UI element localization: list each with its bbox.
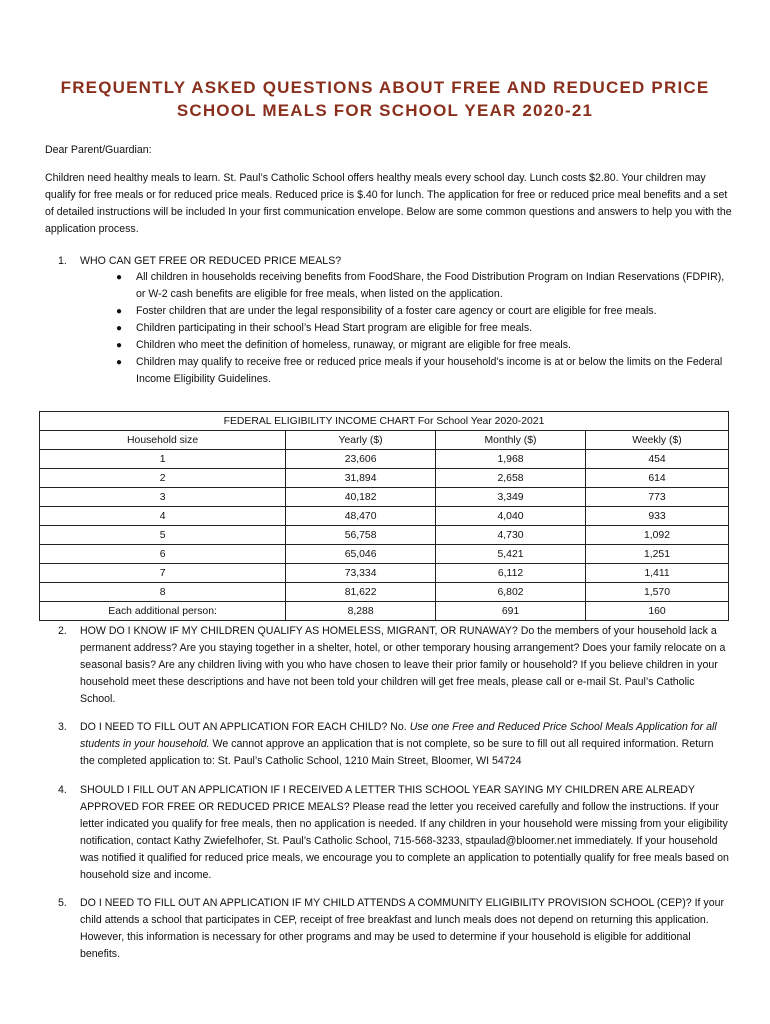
- q3-body: We cannot approve an application that is not complete, so be sure to fill out all required information. Return the completed application to: St. Paul’s Catholic School, 1210 Main Street, Bloomer, WI 54724: [80, 738, 714, 767]
- table-cell: 1,968: [436, 450, 586, 469]
- column-header: Household size: [40, 431, 286, 450]
- table-cell: 8,288: [286, 602, 436, 621]
- q2-number: 2.: [58, 625, 67, 637]
- table-cell: 23,606: [286, 450, 436, 469]
- q5-body: If your child attends a school that participates in CEP, receipt of free breakfast and lunch meals does not depend on returning this application. However, this information is necessary for other programs and may be used to determine if your household is eligible for additional benefits.: [80, 897, 725, 960]
- table-cell: 7: [40, 564, 286, 583]
- table-row: [40, 602, 729, 621]
- q5-heading: DO I NEED TO FILL OUT AN APPLICATION IF MY CHILD ATTENDS A COMMUNITY ELIGIBILITY PROVISION SCHOOL (CEP)?: [80, 897, 692, 909]
- q2-body: Do the members of your household lack a permanent address? Are you staying together in a shelter, hotel, or other temporary housing arrangement? Does your family relocate on a seasonal basis? Are any children living with you who have chosen to leave their prior family or household? If you believe children in your household meet these descriptions and have not been told your children will get free meals, please call or e-mail St. Paul’s Catholic School.: [80, 625, 726, 705]
- q2-heading: HOW DO I KNOW IF MY CHILDREN QUALIFY AS HOMELESS, MIGRANT, OR RUNAWAY?: [80, 625, 518, 637]
- table-row: [40, 583, 729, 602]
- table-cell: 4: [40, 507, 286, 526]
- bullet-icon: ●: [116, 306, 123, 317]
- table-cell: 1,411: [585, 564, 728, 583]
- table-cell: 81,622: [286, 583, 436, 602]
- q2-text: [80, 623, 730, 708]
- q5-number: 5.: [58, 897, 67, 909]
- table-cell: 73,334: [286, 564, 436, 583]
- table-row: [40, 526, 729, 545]
- table-cell: 2,658: [436, 469, 586, 488]
- title-line-2: SCHOOL MEALS FOR SCHOOL YEAR 2020-21: [176, 101, 594, 120]
- table-cell: 8: [40, 583, 286, 602]
- bullet-icon: ●: [116, 323, 123, 334]
- q3-answer-start: No.: [390, 721, 407, 733]
- income-eligibility-table: [39, 411, 729, 621]
- page-title: [40, 76, 730, 122]
- q4-number: 4.: [58, 784, 67, 796]
- table-row: [40, 507, 729, 526]
- table-cell: 2: [40, 469, 286, 488]
- column-header: Yearly ($): [286, 431, 436, 450]
- table-cell: 48,470: [286, 507, 436, 526]
- table-cell: 6: [40, 545, 286, 564]
- bullet-icon: ●: [116, 340, 123, 351]
- q1-bullet-1: All children in households receiving benefits from FoodShare, the Food Distribution Program on Indian Reservations (FDPIR), or W-2 cash benefits are eligible for free meals, when listed on the application.: [136, 271, 725, 300]
- table-cell: 31,894: [286, 469, 436, 488]
- table-cell: 40,182: [286, 488, 436, 507]
- table-cell: 160: [585, 602, 728, 621]
- table-cell: 1,092: [585, 526, 728, 545]
- q3-text: [80, 719, 730, 770]
- table-cell: 1,570: [585, 583, 728, 602]
- table-row: [40, 488, 729, 507]
- table-cell: 5,421: [436, 545, 586, 564]
- table-row: [40, 450, 729, 469]
- table-cell: 773: [585, 488, 728, 507]
- table-cell: 65,046: [286, 545, 436, 564]
- table-cell: 4,040: [436, 507, 586, 526]
- bullet-icon: ●: [116, 272, 123, 283]
- table-cell: 56,758: [286, 526, 436, 545]
- q1-bullet-5: Children may qualify to receive free or reduced price meals if your household’s income is at or below the limits on the Federal Income Eligibility Guidelines.: [136, 356, 723, 385]
- table-cell: 614: [585, 469, 728, 488]
- table-cell: 1: [40, 450, 286, 469]
- q1-bullet-4: Children who meet the definition of homeless, runaway, or migrant are eligible for free meals.: [136, 339, 571, 351]
- table-cell: 3,349: [436, 488, 586, 507]
- table-cell: 1,251: [585, 545, 728, 564]
- title-line-1: FREQUENTLY ASKED QUESTIONS ABOUT FREE AND REDUCED PRICE: [60, 78, 710, 97]
- table-caption-row: [40, 412, 729, 431]
- q3-number: 3.: [58, 721, 67, 733]
- q4-heading: SHOULD I FILL OUT AN APPLICATION IF I RECEIVED A LETTER THIS SCHOOL YEAR SAYING MY CHILDREN ARE ALREADY APPROVED FOR FREE OR REDUCED PRICE MEALS?: [80, 784, 695, 813]
- column-header: Monthly ($): [436, 431, 586, 450]
- table-row: [40, 545, 729, 564]
- table-cell: 4,730: [436, 526, 586, 545]
- q3-italic-note: Use one Free and Reduced Price School Meals Application for all students in your household.: [80, 721, 717, 750]
- table-row: [40, 469, 729, 488]
- table-cell: 933: [585, 507, 728, 526]
- table-cell: 3: [40, 488, 286, 507]
- table-cell: 5: [40, 526, 286, 545]
- table-row: [40, 564, 729, 583]
- q1-bullet-3: Children participating in their school’s Head Start program are eligible for free meals.: [136, 322, 533, 334]
- q1-bullet-2: Foster children that are under the legal responsibility of a foster care agency or court are eligible for free meals.: [136, 305, 657, 317]
- table-cell: 6,112: [436, 564, 586, 583]
- q4-text: [80, 782, 730, 884]
- q1-heading: WHO CAN GET FREE OR REDUCED PRICE MEALS?: [80, 255, 342, 267]
- table-cell: 6,802: [436, 583, 586, 602]
- column-header: Weekly ($): [585, 431, 728, 450]
- table-cell: Each additional person:: [40, 602, 286, 621]
- table-cell: 691: [436, 602, 586, 621]
- q3-heading: DO I NEED TO FILL OUT AN APPLICATION FOR EACH CHILD?: [80, 721, 388, 733]
- q5-text: [80, 895, 730, 963]
- greeting: Dear Parent/Guardian:: [45, 144, 152, 156]
- intro-paragraph: Children need healthy meals to learn. St. Paul’s Catholic School offers healthy meals every school day. Lunch costs $2.80. Your children may qualify for free meals or for reduced price meals. Reduced price is $.40 for lunch. The application for free or reduced price meal benefits and a set of detailed instructions will be included In your first communication envelope. Below are some common questions and answers to help you with the application process.: [45, 172, 732, 235]
- table-cell: 454: [585, 450, 728, 469]
- q4-body: Please read the letter you received carefully and follow the instructions. If your letter indicated you qualify for free meals, then no application is needed. If any children in your household were missing from your eligibility notification, contact Kathy Zwiefelhofer, St. Paul’s Catholic School, 715-568-3233, stpaulad@bloomer.net immediately. If your household was notified it qualified for reduced price meals, we encourage you to complete an application to potentially qualify for free meals based on household size and income.: [80, 801, 729, 881]
- bullet-icon: ●: [116, 357, 123, 368]
- table-header-row: [40, 431, 729, 450]
- q1-number: 1.: [58, 255, 67, 267]
- table-title: FEDERAL ELIGIBILITY INCOME CHART For School Year 2020-2021: [40, 412, 729, 431]
